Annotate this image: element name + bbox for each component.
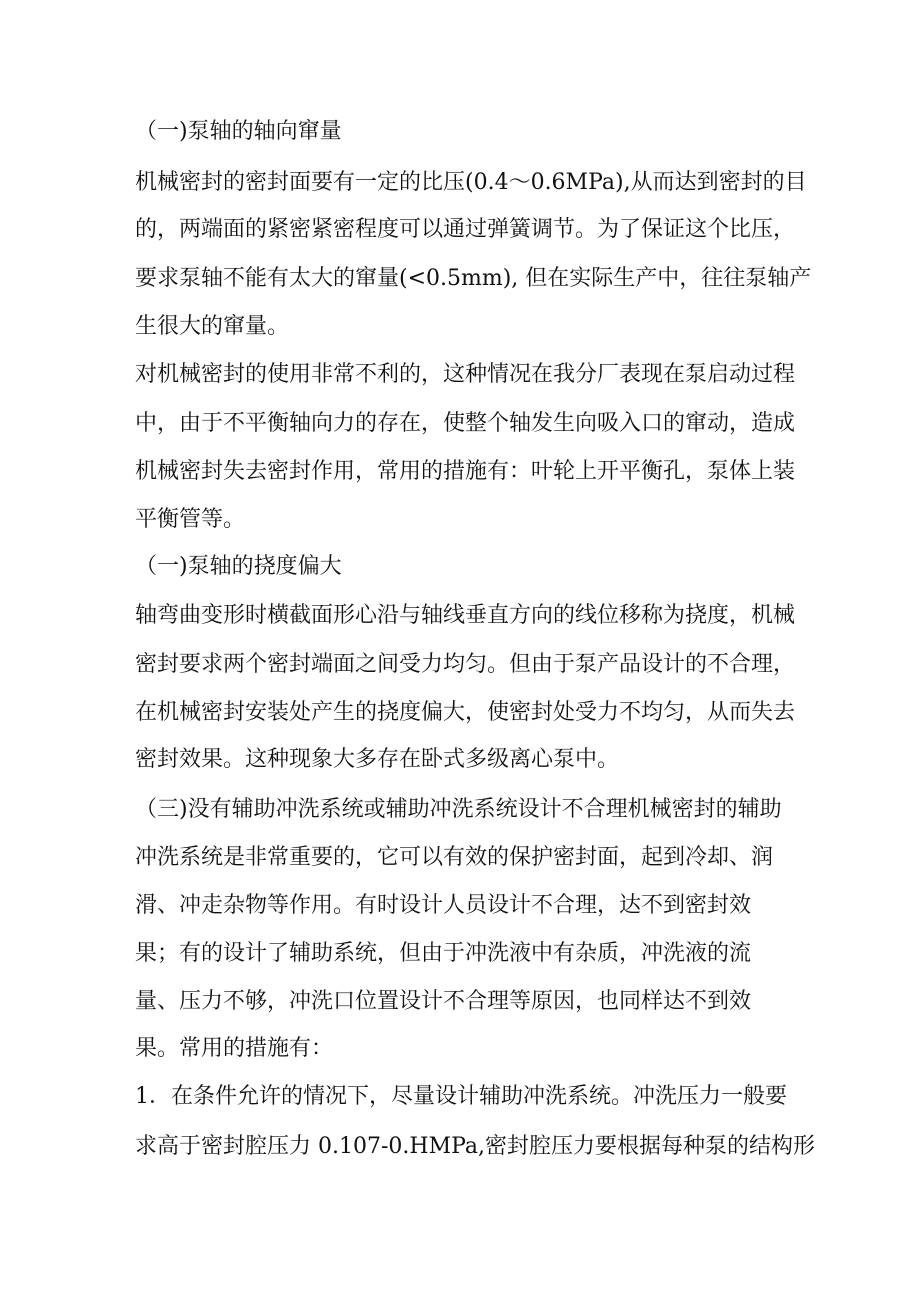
paragraph-line: 在机械密封安装处产生的挠度偏大，使密封处受力不均匀，从而失去	[135, 700, 796, 725]
paragraph-line: 平衡管等。	[135, 507, 246, 532]
paragraph-line: 冲洗系统是非常重要的，它可以有效的保护密封面，起到冷却、润	[135, 845, 774, 870]
paragraph-line: 生很大的窜量。	[135, 314, 290, 339]
paragraph-line: 密封效果。这种现象大多存在卧式多级离心泵中。	[135, 747, 620, 772]
paragraph-line: 机械密封失去密封作用，常用的措施有：叶轮上开平衡孔，泵体上装	[135, 459, 796, 484]
paragraph-line: 要求泵轴不能有太大的窜量(<0.5mm), 但在实际生产中，往往泵轴产	[135, 266, 812, 291]
paragraph-line: 轴弯曲变形时横截面形心沿与轴线垂直方向的线位移称为挠度，机械	[135, 603, 796, 628]
paragraph-line: 中，由于不平衡轴向力的存在，使整个轴发生向吸入口的窜动，造成	[135, 411, 796, 436]
heading-flushing-system: （三)没有辅助冲洗系统或辅助冲洗系统设计不合理机械密封的辅助	[135, 797, 782, 822]
paragraph-line: 求高于密封腔压力 0.107-0.HMPa,密封腔压力要根据每种泵的结构形	[135, 1134, 816, 1159]
paragraph-line: 对机械密封的使用非常不利的，这种情况在我分厂表现在泵启动过程	[135, 362, 796, 387]
paragraph-line: 滑、冲走杂物等作用。有时设计人员设计不合理，达不到密封效	[135, 893, 752, 918]
paragraph-line: 机械密封的密封面要有一定的比压(0.4～0.6MPa),从而达到密封的目	[135, 170, 807, 195]
heading-axial-play: （一)泵轴的轴向窜量	[135, 119, 342, 144]
paragraph-line: 的，两端面的紧密紧密程度可以通过弹簧调节。为了保证这个比压，	[135, 217, 796, 242]
paragraph-line: 量、压力不够，冲洗口位置设计不合理等原因，也同样达不到效	[135, 989, 752, 1014]
heading-deflection: （一)泵轴的挠度偏大	[135, 554, 342, 579]
list-item-1: 1．在条件允许的情况下，尽量设计辅助冲洗系统。冲洗压力一般要	[135, 1084, 787, 1109]
paragraph-line: 果。常用的措施有：	[135, 1036, 334, 1061]
paragraph-line: 密封要求两个密封端面之间受力均匀。但由于泵产品设计的不合理，	[135, 652, 796, 677]
paragraph-line: 果；有的设计了辅助系统，但由于冲洗液中有杂质，冲洗液的流	[135, 941, 752, 966]
